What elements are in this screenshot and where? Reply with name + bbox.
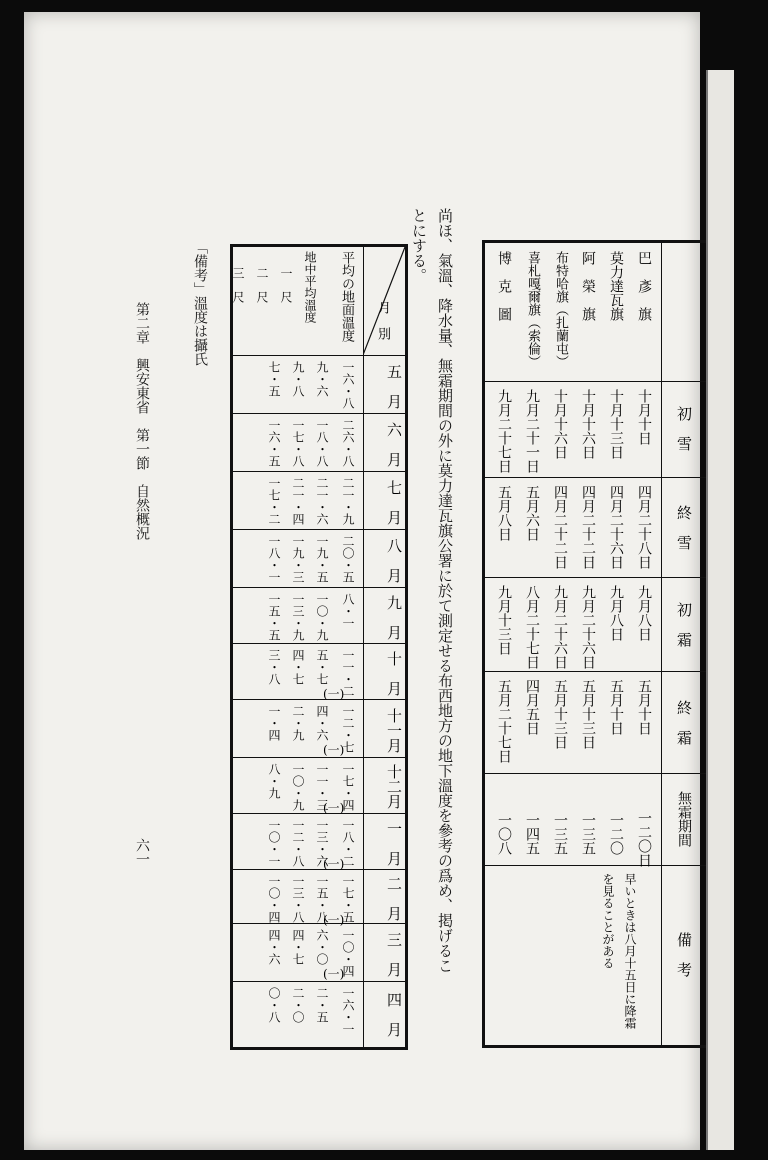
frost-free-cell: 一〇八 [496, 813, 512, 855]
temperature-value: 一六・八 [341, 361, 355, 409]
month-label: 五 月 [385, 363, 403, 409]
temperature-value: (一) [323, 857, 345, 871]
row-label-1: 一 尺 [279, 267, 293, 303]
temperature-value: 四・七 [291, 929, 305, 965]
temperature-value: 一七・五 [341, 875, 355, 923]
last-frost-cell: 五月二十七日 [496, 679, 512, 763]
month-label: 四 月 [385, 991, 403, 1037]
header-remark: 備 考 [675, 931, 693, 977]
temperature-value: 二一・九 [341, 477, 355, 525]
header-first-frost: 初 霜 [675, 601, 693, 647]
first-snow-cell: 九月二十一日 [524, 389, 540, 473]
last-frost-cell: 五月十三日 [580, 679, 596, 749]
temperature-value: 一〇・四 [267, 875, 281, 923]
temperature-value: 九・八 [291, 361, 305, 397]
temperature-value: 四・七 [291, 649, 305, 685]
month-label: 九 月 [385, 594, 403, 640]
first-frost-cell: 九月八日 [608, 585, 624, 641]
place-cell: 巴 彥 旗 [636, 251, 652, 321]
temperature-value: 一五・五 [267, 593, 281, 641]
header-first-snow: 初 雪 [675, 405, 693, 451]
last-snow-cell: 四月二十二日 [552, 485, 568, 569]
frost-free-cell: 一二〇日 [636, 811, 652, 867]
month-label: 八 月 [385, 537, 403, 583]
month-label: 十 月 [385, 650, 403, 696]
temperature-value: 一三・六 [315, 819, 329, 867]
place-cell: 阿 榮 旗 [580, 251, 596, 321]
frost-free-cell: 一四五 [524, 813, 540, 855]
temperature-value: 二一・六 [315, 477, 329, 525]
last-snow-cell: 五月八日 [496, 485, 512, 541]
first-frost-cell: 八月二十七日 [524, 585, 540, 669]
temperature-value: 八・一 [341, 593, 355, 629]
temperature-value: 一三・九 [291, 593, 305, 641]
first-snow-cell: 十月十日 [636, 389, 652, 445]
first-frost-cell: 九月八日 [636, 585, 652, 641]
temperature-value: 四・六 [315, 705, 329, 741]
last-snow-cell: 四月二十六日 [608, 485, 624, 569]
temperature-value: 一八・一 [267, 535, 281, 583]
month-label: 二 月 [385, 875, 403, 921]
temperature-value: 二〇・五 [341, 535, 355, 583]
temperature-value: 二六・八 [341, 419, 355, 467]
body-text-line-1: 尚ほ、氣溫、降水量、無霜期間の外に莫力達瓦旗公署に於て測定せる布西地方の地下溫度を參考の爲め、掲げるこ [436, 208, 454, 973]
last-frost-cell: 四月五日 [524, 679, 540, 735]
temperature-value: 二・五 [315, 987, 329, 1023]
temperature-value: 三・八 [267, 649, 281, 685]
last-snow-cell: 四月二十八日 [636, 485, 652, 569]
place-cell: 喜札嘎爾旗（索倫） [525, 251, 540, 368]
first-frost-cell: 九月十三日 [496, 585, 512, 655]
first-snow-cell: 十月十六日 [552, 389, 568, 459]
temperature-value: 一六・五 [267, 419, 281, 467]
temperature-value: 一・四 [267, 705, 281, 741]
last-frost-cell: 五月十三日 [552, 679, 568, 749]
temperature-value: 二・九 [291, 705, 305, 741]
temperature-value: 一一・二 [341, 649, 355, 697]
temperature-value: 一〇・一 [267, 819, 281, 867]
book-spine [706, 70, 734, 1150]
temperature-value: 一三・八 [291, 875, 305, 923]
temperature-value: 一二・八 [291, 819, 305, 867]
place-cell: 布特哈旗（扎蘭屯） [553, 251, 568, 368]
temperature-value: 一〇・九 [315, 593, 329, 641]
temperature-value: 二・〇 [291, 987, 305, 1023]
temperature-value: 六・〇 [315, 929, 329, 965]
month-label: 三 月 [385, 931, 403, 977]
frost-free-cell: 一三五 [552, 813, 568, 855]
first-snow-cell: 十月十六日 [580, 389, 596, 459]
last-frost-cell: 五月十日 [636, 679, 652, 735]
ground-temperature-table [230, 244, 408, 1050]
place-cell: 莫力達瓦旗 [608, 251, 624, 321]
corner-months-label: 月 別 [375, 301, 390, 340]
temperature-value: (一) [323, 913, 345, 927]
month-label: 一 月 [385, 820, 403, 866]
last-snow-cell: 五月六日 [524, 485, 540, 541]
temperature-value: 一八・二 [341, 819, 355, 867]
last-snow-cell: 四月二十二日 [580, 485, 596, 569]
month-label: 六 月 [385, 421, 403, 467]
first-frost-cell: 九月二十六日 [552, 585, 568, 669]
temperature-value: 一七・四 [341, 763, 355, 811]
temperature-value: (一) [323, 801, 345, 815]
temperature-value: 一九・五 [315, 535, 329, 583]
row-label-3: 三 尺 [231, 267, 245, 303]
header-last-frost: 終 霜 [675, 699, 693, 745]
temperature-value: 九・六 [315, 361, 329, 397]
place-cell: 博 克 圖 [496, 251, 512, 321]
remark-cell: 早いときは八月十五日に降霜を見ることがある [601, 873, 637, 1029]
temperature-value: 一六・一 [341, 987, 355, 1035]
month-label: 十二月 [385, 763, 403, 809]
temperature-value: 一一・三 [315, 763, 329, 811]
row-label-surface: 平均の地面溫度 [339, 251, 354, 342]
first-snow-cell: 十月十三日 [608, 389, 624, 459]
snow-frost-table [482, 240, 710, 1048]
temperature-value: 一〇・四 [341, 929, 355, 977]
temperature-value: 七・五 [267, 361, 281, 397]
temperature-value: 二一・四 [291, 477, 305, 525]
month-label: 十一月 [385, 707, 403, 753]
temperature-value: 一二・七 [341, 705, 355, 753]
temperature-value: (一) [323, 967, 345, 981]
temperature-value: 〇・八 [267, 987, 281, 1023]
first-frost-cell: 九月二十六日 [580, 585, 596, 669]
row-label-group: 地中平均溫度 [303, 251, 317, 323]
temperature-value: (一) [323, 687, 345, 701]
temperature-value: 四・六 [267, 929, 281, 965]
running-header: 第二章 興安東省 第一節 自然概況 [134, 302, 150, 540]
last-frost-cell: 五月十日 [608, 679, 624, 735]
temperature-value: (一) [323, 743, 345, 757]
book-page [24, 12, 700, 1150]
frost-free-cell: 一三五 [580, 813, 596, 855]
body-text-line-2: とにする。 [410, 208, 428, 283]
temperature-value: 八・九 [267, 763, 281, 799]
temperature-value: 一〇・九 [291, 763, 305, 811]
temperature-value: 一五・八 [315, 875, 329, 923]
temperature-value: 一七・二 [267, 477, 281, 525]
row-label-2: 二 尺 [255, 267, 269, 303]
header-frost-free: 無霜期間 [676, 791, 692, 847]
header-last-snow: 終 雪 [675, 504, 693, 550]
table-note: 「備考」溫度は攝氏 [192, 240, 208, 366]
month-label: 七 月 [385, 479, 403, 525]
first-snow-cell: 九月二十七日 [496, 389, 512, 473]
temperature-value: 一七・八 [291, 419, 305, 467]
temperature-value: 一八・八 [315, 419, 329, 467]
frost-free-cell: 一二〇 [608, 813, 624, 855]
page-number: 六一 [134, 838, 150, 866]
temperature-value: 五・七 [315, 649, 329, 685]
temperature-value: 一九・三 [291, 535, 305, 583]
